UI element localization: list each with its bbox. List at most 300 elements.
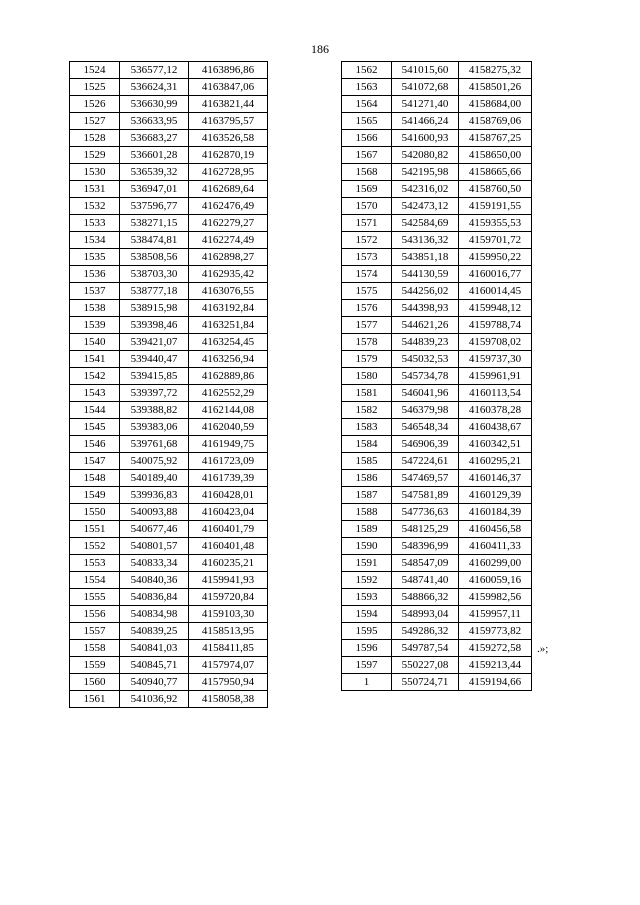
- point-number-cell: 1555: [70, 589, 120, 606]
- point-number-cell: 1589: [342, 521, 392, 538]
- x-coordinate-cell: 537596,77: [120, 198, 189, 215]
- point-number-cell: 1550: [70, 504, 120, 521]
- y-coordinate-cell: 4159194,66: [459, 674, 532, 691]
- point-number-cell: 1539: [70, 317, 120, 334]
- x-coordinate-cell: 545734,78: [392, 368, 459, 385]
- point-number-cell: 1559: [70, 657, 120, 674]
- table-row: [342, 487, 532, 504]
- y-coordinate-cell: 4158411,85: [189, 640, 268, 657]
- y-coordinate-cell: 4161723,09: [189, 453, 268, 470]
- x-coordinate-cell: 540845,71: [120, 657, 189, 674]
- point-number-cell: 1591: [342, 555, 392, 572]
- point-number-cell: 1557: [70, 623, 120, 640]
- y-coordinate-cell: 4162935,42: [189, 266, 268, 283]
- y-coordinate-cell: 4161739,39: [189, 470, 268, 487]
- point-number-cell: 1567: [342, 147, 392, 164]
- x-coordinate-cell: 544398,93: [392, 300, 459, 317]
- table-row: [70, 691, 268, 708]
- x-coordinate-cell: 540839,25: [120, 623, 189, 640]
- x-coordinate-cell: 546548,34: [392, 419, 459, 436]
- point-number-cell: 1536: [70, 266, 120, 283]
- y-coordinate-cell: 4159788,74: [459, 317, 532, 334]
- x-coordinate-cell: 540801,57: [120, 538, 189, 555]
- x-coordinate-cell: 536624,31: [120, 79, 189, 96]
- x-coordinate-cell: 548741,40: [392, 572, 459, 589]
- y-coordinate-cell: 4159191,55: [459, 198, 532, 215]
- x-coordinate-cell: 538703,30: [120, 266, 189, 283]
- table-row: [342, 232, 532, 249]
- table-row: [70, 470, 268, 487]
- x-coordinate-cell: 541271,40: [392, 96, 459, 113]
- y-coordinate-cell: 4158058,38: [189, 691, 268, 708]
- x-coordinate-cell: 542584,69: [392, 215, 459, 232]
- table-row: [70, 589, 268, 606]
- x-coordinate-cell: 548125,29: [392, 521, 459, 538]
- x-coordinate-cell: 544839,23: [392, 334, 459, 351]
- y-coordinate-cell: 4159957,11: [459, 606, 532, 623]
- table-row: [342, 402, 532, 419]
- table-row: [342, 164, 532, 181]
- point-number-cell: 1565: [342, 113, 392, 130]
- y-coordinate-cell: 4159773,82: [459, 623, 532, 640]
- point-number-cell: 1580: [342, 368, 392, 385]
- x-coordinate-cell: 539761,68: [120, 436, 189, 453]
- y-coordinate-cell: 4162274,49: [189, 232, 268, 249]
- y-coordinate-cell: 4159948,12: [459, 300, 532, 317]
- table-row: [70, 657, 268, 674]
- y-coordinate-cell: 4163795,57: [189, 113, 268, 130]
- y-coordinate-cell: 4159708,02: [459, 334, 532, 351]
- point-number-cell: 1569: [342, 181, 392, 198]
- y-coordinate-cell: 4162889,86: [189, 368, 268, 385]
- table-row: [70, 623, 268, 640]
- y-coordinate-cell: 4161949,75: [189, 436, 268, 453]
- point-number-cell: 1578: [342, 334, 392, 351]
- point-number-cell: 1586: [342, 470, 392, 487]
- x-coordinate-cell: 540840,36: [120, 572, 189, 589]
- x-coordinate-cell: 542316,02: [392, 181, 459, 198]
- x-coordinate-cell: 536683,27: [120, 130, 189, 147]
- closing-quote-text: .»;: [537, 643, 549, 655]
- point-number-cell: 1593: [342, 589, 392, 606]
- point-number-cell: 1574: [342, 266, 392, 283]
- x-coordinate-cell: 541072,68: [392, 79, 459, 96]
- table-row: [342, 436, 532, 453]
- y-coordinate-cell: 4160401,48: [189, 538, 268, 555]
- point-number-cell: 1560: [70, 674, 120, 691]
- y-coordinate-cell: 4159720,84: [189, 589, 268, 606]
- point-number-cell: 1529: [70, 147, 120, 164]
- table-row: [342, 249, 532, 266]
- table-row: [70, 436, 268, 453]
- y-coordinate-cell: 4162476,49: [189, 198, 268, 215]
- point-number-cell: 1531: [70, 181, 120, 198]
- coordinates-table-left: [69, 61, 268, 708]
- point-number-cell: 1576: [342, 300, 392, 317]
- point-number-cell: 1534: [70, 232, 120, 249]
- table-row: [342, 538, 532, 555]
- point-number-cell: 1562: [342, 62, 392, 79]
- table-row: [342, 589, 532, 606]
- table-row: [70, 62, 268, 79]
- y-coordinate-cell: 4159950,22: [459, 249, 532, 266]
- table-row: [342, 79, 532, 96]
- x-coordinate-cell: 548866,32: [392, 589, 459, 606]
- table-row: [70, 640, 268, 657]
- y-coordinate-cell: 4157974,07: [189, 657, 268, 674]
- table-row: [342, 198, 532, 215]
- y-coordinate-cell: 4160456,58: [459, 521, 532, 538]
- point-number-cell: 1552: [70, 538, 120, 555]
- point-number-cell: 1547: [70, 453, 120, 470]
- point-number-cell: 1532: [70, 198, 120, 215]
- x-coordinate-cell: 540834,98: [120, 606, 189, 623]
- x-coordinate-cell: 547224,61: [392, 453, 459, 470]
- point-number-cell: 1568: [342, 164, 392, 181]
- x-coordinate-cell: 539936,83: [120, 487, 189, 504]
- x-coordinate-cell: 541466,24: [392, 113, 459, 130]
- y-coordinate-cell: 4160184,39: [459, 504, 532, 521]
- point-number-cell: 1590: [342, 538, 392, 555]
- table-row: [70, 147, 268, 164]
- point-number-cell: 1558: [70, 640, 120, 657]
- y-coordinate-cell: 4162728,95: [189, 164, 268, 181]
- point-number-cell: 1535: [70, 249, 120, 266]
- point-number-cell: 1566: [342, 130, 392, 147]
- x-coordinate-cell: 536630,99: [120, 96, 189, 113]
- table-row: [342, 147, 532, 164]
- x-coordinate-cell: 536577,12: [120, 62, 189, 79]
- point-number-cell: 1587: [342, 487, 392, 504]
- x-coordinate-cell: 541015,60: [392, 62, 459, 79]
- point-number-cell: 1573: [342, 249, 392, 266]
- point-number-cell: 1541: [70, 351, 120, 368]
- table-row: [70, 572, 268, 589]
- y-coordinate-cell: 4162279,27: [189, 215, 268, 232]
- table-row: [70, 555, 268, 572]
- y-coordinate-cell: 4160401,79: [189, 521, 268, 538]
- table-row: [70, 96, 268, 113]
- table-row: [70, 181, 268, 198]
- point-number-cell: 1585: [342, 453, 392, 470]
- point-number-cell: 1570: [342, 198, 392, 215]
- y-coordinate-cell: 4160438,67: [459, 419, 532, 436]
- x-coordinate-cell: 539415,85: [120, 368, 189, 385]
- x-coordinate-cell: 540075,92: [120, 453, 189, 470]
- y-coordinate-cell: 4163251,84: [189, 317, 268, 334]
- point-number-cell: 1525: [70, 79, 120, 96]
- x-coordinate-cell: 549787,54: [392, 640, 459, 657]
- point-number-cell: 1527: [70, 113, 120, 130]
- table-row: [70, 300, 268, 317]
- x-coordinate-cell: 548396,99: [392, 538, 459, 555]
- table-row: [70, 487, 268, 504]
- x-coordinate-cell: 539388,82: [120, 402, 189, 419]
- table-row: [342, 317, 532, 334]
- y-coordinate-cell: 4160428,01: [189, 487, 268, 504]
- point-number-cell: 1564: [342, 96, 392, 113]
- y-coordinate-cell: 4159941,93: [189, 572, 268, 589]
- coordinates-table-right: [341, 61, 532, 691]
- table-row: [342, 334, 532, 351]
- x-coordinate-cell: 540940,77: [120, 674, 189, 691]
- y-coordinate-cell: 4159982,56: [459, 589, 532, 606]
- x-coordinate-cell: 540841,03: [120, 640, 189, 657]
- y-coordinate-cell: 4163254,45: [189, 334, 268, 351]
- table-row: [342, 419, 532, 436]
- point-number-cell: 1530: [70, 164, 120, 181]
- point-number-cell: 1553: [70, 555, 120, 572]
- point-number-cell: 1594: [342, 606, 392, 623]
- x-coordinate-cell: 543851,18: [392, 249, 459, 266]
- point-number-cell: 1528: [70, 130, 120, 147]
- y-coordinate-cell: 4158501,26: [459, 79, 532, 96]
- table-row: [342, 657, 532, 674]
- x-coordinate-cell: 536633,95: [120, 113, 189, 130]
- x-coordinate-cell: 540833,34: [120, 555, 189, 572]
- table-row: [342, 470, 532, 487]
- table-row: [70, 249, 268, 266]
- y-coordinate-cell: 4158275,32: [459, 62, 532, 79]
- table-row: [70, 538, 268, 555]
- point-number-cell: 1596: [342, 640, 392, 657]
- y-coordinate-cell: 4162040,59: [189, 419, 268, 436]
- x-coordinate-cell: 543136,32: [392, 232, 459, 249]
- point-number-cell: 1575: [342, 283, 392, 300]
- x-coordinate-cell: 550724,71: [392, 674, 459, 691]
- point-number-cell: 1561: [70, 691, 120, 708]
- table-row: [70, 521, 268, 538]
- y-coordinate-cell: 4158684,00: [459, 96, 532, 113]
- point-number-cell: 1588: [342, 504, 392, 521]
- x-coordinate-cell: 547736,63: [392, 504, 459, 521]
- table-row: [70, 198, 268, 215]
- table-row: [342, 181, 532, 198]
- y-coordinate-cell: 4158767,25: [459, 130, 532, 147]
- y-coordinate-cell: 4160113,54: [459, 385, 532, 402]
- point-number-cell: 1595: [342, 623, 392, 640]
- table-row: [342, 453, 532, 470]
- table-row: [342, 521, 532, 538]
- table-row: [70, 164, 268, 181]
- table-row: [342, 351, 532, 368]
- y-coordinate-cell: 4158650,00: [459, 147, 532, 164]
- point-number-cell: 1556: [70, 606, 120, 623]
- x-coordinate-cell: 540677,46: [120, 521, 189, 538]
- table-row: [70, 215, 268, 232]
- table-row: [342, 606, 532, 623]
- table-row: [70, 351, 268, 368]
- point-number-cell: 1597: [342, 657, 392, 674]
- table-row: [342, 130, 532, 147]
- table-row: [70, 402, 268, 419]
- table-row: [342, 283, 532, 300]
- x-coordinate-cell: 539421,07: [120, 334, 189, 351]
- table-row: [70, 232, 268, 249]
- x-coordinate-cell: 542473,12: [392, 198, 459, 215]
- y-coordinate-cell: 4162870,19: [189, 147, 268, 164]
- x-coordinate-cell: 544130,59: [392, 266, 459, 283]
- x-coordinate-cell: 544621,26: [392, 317, 459, 334]
- x-coordinate-cell: 548547,09: [392, 555, 459, 572]
- point-number-cell: 1563: [342, 79, 392, 96]
- y-coordinate-cell: 4160146,37: [459, 470, 532, 487]
- point-number-cell: 1540: [70, 334, 120, 351]
- table-row: [70, 453, 268, 470]
- y-coordinate-cell: 4163192,84: [189, 300, 268, 317]
- y-coordinate-cell: 4160423,04: [189, 504, 268, 521]
- x-coordinate-cell: 546041,96: [392, 385, 459, 402]
- point-number-cell: 1537: [70, 283, 120, 300]
- table-row: [342, 368, 532, 385]
- point-number-cell: 1554: [70, 572, 120, 589]
- table-row: [70, 130, 268, 147]
- x-coordinate-cell: 539383,06: [120, 419, 189, 436]
- x-coordinate-cell: 538508,56: [120, 249, 189, 266]
- x-coordinate-cell: 536539,32: [120, 164, 189, 181]
- point-number-cell: 1581: [342, 385, 392, 402]
- point-number-cell: 1582: [342, 402, 392, 419]
- table-row: [342, 504, 532, 521]
- table-row: [70, 266, 268, 283]
- table-row: [70, 113, 268, 130]
- point-number-cell: 1543: [70, 385, 120, 402]
- y-coordinate-cell: 4159961,91: [459, 368, 532, 385]
- point-number-cell: 1551: [70, 521, 120, 538]
- table-row: [342, 640, 532, 657]
- page-number: 186: [311, 42, 329, 56]
- y-coordinate-cell: 4162689,64: [189, 181, 268, 198]
- x-coordinate-cell: 548993,04: [392, 606, 459, 623]
- point-number-cell: 1579: [342, 351, 392, 368]
- y-coordinate-cell: 4163821,44: [189, 96, 268, 113]
- x-coordinate-cell: 547469,57: [392, 470, 459, 487]
- x-coordinate-cell: 539440,47: [120, 351, 189, 368]
- table-row: [342, 113, 532, 130]
- x-coordinate-cell: 540093,88: [120, 504, 189, 521]
- table-row: [342, 623, 532, 640]
- y-coordinate-cell: 4159355,53: [459, 215, 532, 232]
- y-coordinate-cell: 4158769,06: [459, 113, 532, 130]
- y-coordinate-cell: 4163896,86: [189, 62, 268, 79]
- point-number-cell: 1545: [70, 419, 120, 436]
- y-coordinate-cell: 4160295,21: [459, 453, 532, 470]
- table-row: [342, 674, 532, 691]
- point-number-cell: 1538: [70, 300, 120, 317]
- x-coordinate-cell: 540189,40: [120, 470, 189, 487]
- y-coordinate-cell: 4163847,06: [189, 79, 268, 96]
- y-coordinate-cell: 4159272,58: [459, 640, 532, 657]
- table-row: [342, 96, 532, 113]
- table-row: [70, 385, 268, 402]
- x-coordinate-cell: 539397,72: [120, 385, 189, 402]
- y-coordinate-cell: 4163076,55: [189, 283, 268, 300]
- table-row: [70, 419, 268, 436]
- x-coordinate-cell: 538777,18: [120, 283, 189, 300]
- x-coordinate-cell: 545032,53: [392, 351, 459, 368]
- table-row: [70, 674, 268, 691]
- y-coordinate-cell: 4159737,30: [459, 351, 532, 368]
- x-coordinate-cell: 538915,98: [120, 300, 189, 317]
- point-number-cell: 1533: [70, 215, 120, 232]
- table-row: [342, 215, 532, 232]
- table-row: [342, 266, 532, 283]
- y-coordinate-cell: 4159701,72: [459, 232, 532, 249]
- x-coordinate-cell: 547581,89: [392, 487, 459, 504]
- point-number-cell: 1592: [342, 572, 392, 589]
- y-coordinate-cell: 4163256,94: [189, 351, 268, 368]
- table-row: [342, 300, 532, 317]
- point-number-cell: 1524: [70, 62, 120, 79]
- y-coordinate-cell: 4158760,50: [459, 181, 532, 198]
- point-number-cell: 1572: [342, 232, 392, 249]
- point-number-cell: 1577: [342, 317, 392, 334]
- point-number-cell: 1: [342, 674, 392, 691]
- x-coordinate-cell: 541600,93: [392, 130, 459, 147]
- point-number-cell: 1542: [70, 368, 120, 385]
- x-coordinate-cell: 550227,08: [392, 657, 459, 674]
- point-number-cell: 1549: [70, 487, 120, 504]
- point-number-cell: 1584: [342, 436, 392, 453]
- y-coordinate-cell: 4159103,30: [189, 606, 268, 623]
- y-coordinate-cell: 4160129,39: [459, 487, 532, 504]
- y-coordinate-cell: 4157950,94: [189, 674, 268, 691]
- y-coordinate-cell: 4160378,28: [459, 402, 532, 419]
- x-coordinate-cell: 542195,98: [392, 164, 459, 181]
- table-row: [70, 79, 268, 96]
- point-number-cell: 1583: [342, 419, 392, 436]
- y-coordinate-cell: 4162898,27: [189, 249, 268, 266]
- y-coordinate-cell: 4158665,66: [459, 164, 532, 181]
- y-coordinate-cell: 4163526,58: [189, 130, 268, 147]
- x-coordinate-cell: 549286,32: [392, 623, 459, 640]
- table-row: [342, 385, 532, 402]
- table-row: [70, 368, 268, 385]
- x-coordinate-cell: 546906,39: [392, 436, 459, 453]
- table-row: [70, 317, 268, 334]
- y-coordinate-cell: 4160016,77: [459, 266, 532, 283]
- table-row: [342, 555, 532, 572]
- x-coordinate-cell: 536601,28: [120, 147, 189, 164]
- x-coordinate-cell: 540836,84: [120, 589, 189, 606]
- point-number-cell: 1546: [70, 436, 120, 453]
- point-number-cell: 1544: [70, 402, 120, 419]
- x-coordinate-cell: 546379,98: [392, 402, 459, 419]
- x-coordinate-cell: 541036,92: [120, 691, 189, 708]
- point-number-cell: 1548: [70, 470, 120, 487]
- point-number-cell: 1571: [342, 215, 392, 232]
- y-coordinate-cell: 4160235,21: [189, 555, 268, 572]
- point-number-cell: 1526: [70, 96, 120, 113]
- y-coordinate-cell: 4160411,33: [459, 538, 532, 555]
- y-coordinate-cell: 4160342,51: [459, 436, 532, 453]
- y-coordinate-cell: 4162144,08: [189, 402, 268, 419]
- y-coordinate-cell: 4160014,45: [459, 283, 532, 300]
- table-row: [342, 572, 532, 589]
- y-coordinate-cell: 4160059,16: [459, 572, 532, 589]
- x-coordinate-cell: 536947,01: [120, 181, 189, 198]
- y-coordinate-cell: 4158513,95: [189, 623, 268, 640]
- table-row: [342, 62, 532, 79]
- table-row: [70, 334, 268, 351]
- y-coordinate-cell: 4160299,00: [459, 555, 532, 572]
- y-coordinate-cell: 4159213,44: [459, 657, 532, 674]
- x-coordinate-cell: 538474,81: [120, 232, 189, 249]
- y-coordinate-cell: 4162552,29: [189, 385, 268, 402]
- x-coordinate-cell: 542080,82: [392, 147, 459, 164]
- table-row: [70, 504, 268, 521]
- x-coordinate-cell: 539398,46: [120, 317, 189, 334]
